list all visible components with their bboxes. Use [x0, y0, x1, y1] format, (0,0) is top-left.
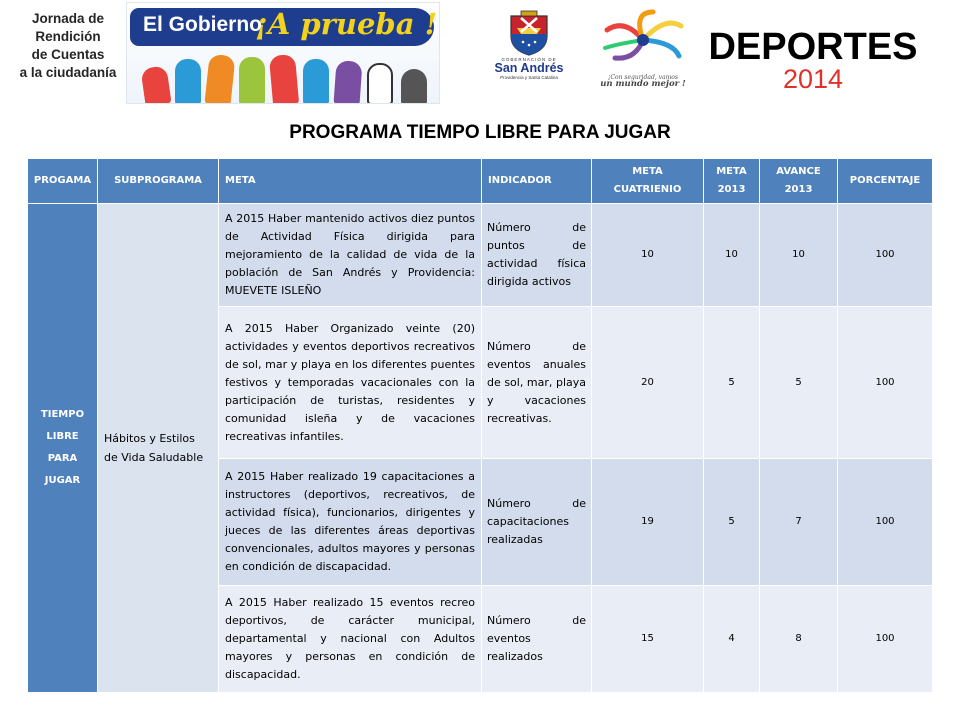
porcentaje-cell: 100	[838, 586, 933, 693]
indicador-cell: Número de eventos anuales de sol, mar, playa y vacaciones recreativas.	[482, 307, 592, 459]
hands-counting-illustration	[127, 47, 440, 104]
avance-2013-cell: 5	[760, 307, 838, 459]
section-year: 2014	[782, 64, 844, 94]
program-table	[27, 158, 933, 693]
header-subprograma: SUBPROGRAMA	[98, 159, 219, 204]
meta-cell: A 2015 Haber mantenido activos diez puntos de Actividad Física dirigida para mejoramiento de la calidad de vida de la población de San Andrés y Providencia: MUEVETE ISLEÑO	[219, 204, 482, 307]
meta-2013-cell: 5	[704, 307, 760, 459]
porcentaje-cell: 100	[838, 459, 933, 586]
seguridad-line-2: un mundo mejor !	[600, 79, 686, 89]
section-title: DEPORTES	[708, 26, 918, 68]
avance-2013-cell: 10	[760, 204, 838, 307]
san-andres-subtitle: Providencia y Santa Catalina	[500, 75, 558, 80]
table-header-row	[28, 159, 933, 204]
indicador-cell: Número de puntos de actividad física dirigida activos	[482, 204, 592, 307]
page-title: PROGRAMA TIEMPO LIBRE PARA JUGAR	[289, 122, 671, 143]
subprograma-cell: Hábitos y Estilos de Vida Saludable	[98, 204, 219, 693]
header-porcentaje: PORCENTAJE	[838, 159, 933, 204]
banner-left-text: El Gobierno	[143, 13, 263, 36]
san-andres-logo	[486, 8, 572, 104]
meta-cell: A 2015 Haber realizado 15 eventos recreo deportivos, de carácter municipal, departamental y nacional con Adultos mayores y personas en condición de discapacidad.	[219, 586, 482, 693]
indicador-cell: Número de eventos realizados	[482, 586, 592, 693]
gobierno-a-prueba-banner	[126, 2, 440, 104]
jornada-rendicion-logo-text	[14, 10, 122, 100]
jornada-line: Jornada de	[31, 11, 105, 26]
seguridad-slogan	[588, 74, 698, 88]
header-indicador: INDICADOR	[482, 159, 592, 204]
jornada-line: Rendición	[35, 29, 101, 44]
meta-cell: A 2015 Haber realizado 19 capacitaciones a instructores (deportivos, recreativos, de actividad física), funcionarios, dirigentes y jueces de las diferentes áreas deportivas convencionales, adultos mayores y personas en condición de discapacidad.	[219, 459, 482, 586]
porcentaje-cell: 100	[838, 307, 933, 459]
avance-2013-cell: 7	[760, 459, 838, 586]
jornada-line: a la ciudadanía	[19, 65, 117, 80]
header-meta-cuatrienio: META CUATRIENIO	[592, 159, 704, 204]
gobernacion-label: GOBERNACIÓN DE	[501, 57, 557, 62]
meta-cuatrienio-cell: 20	[592, 307, 704, 459]
header-avance-2013: AVANCE 2013	[760, 159, 838, 204]
meta-2013-cell: 4	[704, 586, 760, 693]
indicador-cell: Número de capacitaciones realizadas	[482, 459, 592, 586]
seguridad-swirl-logo	[595, 8, 691, 68]
seguridad-line-1: ¡Con seguridad, vamos	[608, 74, 678, 81]
meta-cuatrienio-cell: 15	[592, 586, 704, 693]
header-programa: PROGAMA	[28, 159, 98, 204]
table-row	[28, 204, 933, 307]
avance-2013-cell: 8	[760, 586, 838, 693]
header-meta: META	[219, 159, 482, 204]
jornada-line: de Cuentas	[31, 47, 105, 62]
san-andres-shield-logo	[507, 10, 551, 56]
seguridad-logo	[588, 8, 698, 104]
programa-cell: TIEMPO LIBRE PARA JUGAR	[28, 204, 98, 693]
san-andres-name: San Andrés	[494, 61, 564, 75]
meta-2013-cell: 10	[704, 204, 760, 307]
meta-cuatrienio-cell: 19	[592, 459, 704, 586]
meta-2013-cell: 5	[704, 459, 760, 586]
meta-cuatrienio-cell: 10	[592, 204, 704, 307]
banner-right-text: ¡A prueba !	[255, 7, 438, 41]
header-meta-2013: META 2013	[704, 159, 760, 204]
meta-cell: A 2015 Haber Organizado veinte (20) actividades y eventos deportivos recreativos de sol, mar y playa en los diferentes puentes festivos y temporadas vacacionales con la participación de turistas, residentes y comunidad isleña y de vacaciones recreativas infantiles.	[219, 307, 482, 459]
porcentaje-cell: 100	[838, 204, 933, 307]
